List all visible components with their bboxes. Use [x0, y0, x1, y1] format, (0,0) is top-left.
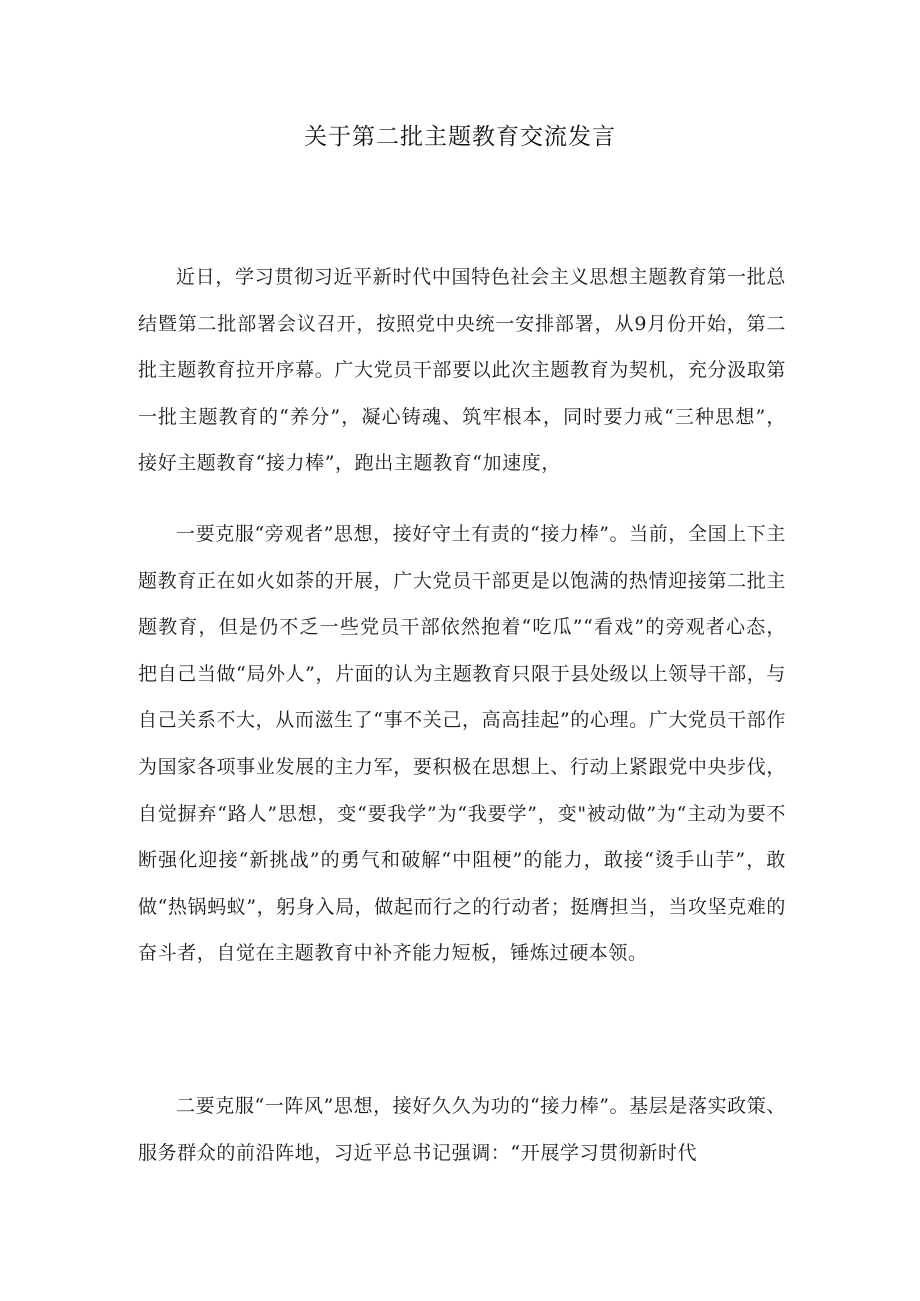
document-title: 关于第二批主题教育交流发言 [304, 124, 616, 150]
paragraph-intro: 近日，学习贯彻习近平新时代中国特色社会主义思想主题教育第一批总结暨第二批部署会议召开，按照党中央统一安排部署，从9月份开始，第二批主题教育拉开序幕。广大党员干部要以此次主题教育为契机，充分汲取第一批主题教育的“养分”，凝心铸魂、筑牢根本，同时要力戒“三种思想”，接好主题教育“接力棒”，跑出主题教育“加速度， [138, 266, 786, 475]
paragraph-point-two: 二要克服“一阵风”思想，接好久久为功的“接力棒”。基层是落实政策、服务群众的前沿阵地，习近平总书记强调：“开展学习贯彻新时代 [138, 1095, 786, 1164]
paragraph-point-one: 一要克服“旁观者”思想，接好守土有责的“接力棒”。当前，全国上下主题教育正在如火如荼的开展，广大党员干部更是以饱满的热情迎接第二批主题教育，但是仍不乏一些党员干部依然抱着“吃瓜”“看戏”的旁观者心态，把自己当做“局外人”，片面的认为主题教育只限于县处级以上领导干部，与自己关系不大，从而滋生了“事不关己，高高挂起”的心理。广大党员干部作为国家各项事业发展的主力军，要积极在思想上、行动上紧跟党中央步伐，自觉摒弃“路人”思想，变“要我学”为“我要学”，变"被动做”为“主动为要不断强化迎接“新挑战”的勇气和破解“中阻梗”的能力，敢接“烫手山芋”，敢做“热锅蚂蚁”，躬身入局，做起而行之的行动者；挺膺担当，当攻坚克难的奋斗者，自觉在主题教育中补齐能力短板，锤炼过硬本领。 [138, 523, 786, 965]
